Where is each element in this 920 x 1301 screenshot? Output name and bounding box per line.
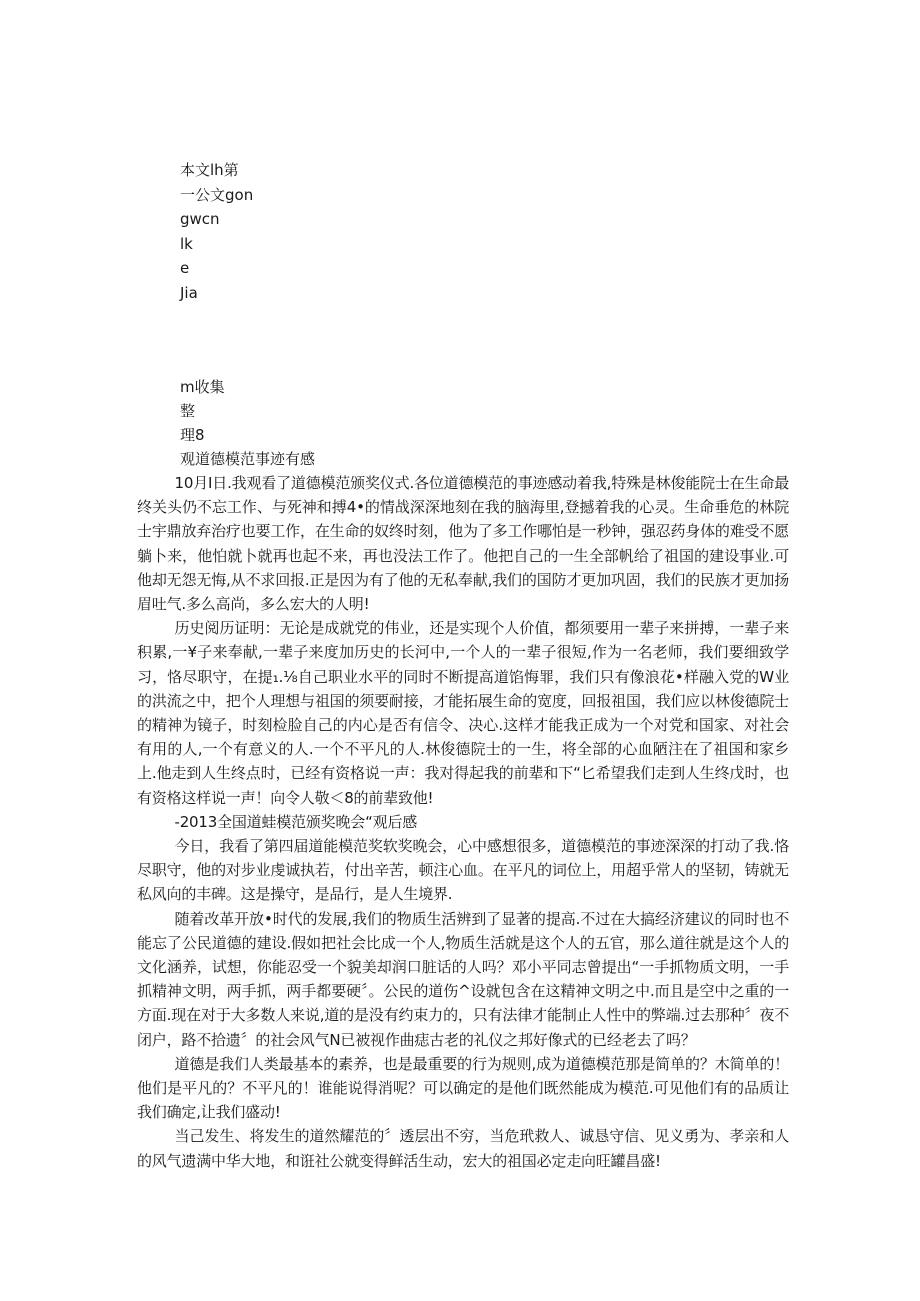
paragraph: 道德是我们人类最基本的素养，也是最重要的行为规则,成为道德模范那是简单的？木简单的！他们是平凡的？不平凡的！谁能说得消呢？可以确定的是他们既然能成为模范.可见他们有的品质让我们确定,让我们盛动! xyxy=(137,1054,789,1122)
header-line: Jia xyxy=(180,283,198,302)
collect-line: 理8 xyxy=(180,426,205,444)
header-line: e xyxy=(180,259,190,277)
paragraph: 当己发生、将发生的道然耀范的〞透层出不穷，当危玳救人、诚恳守信、见义勇为、孝亲和人的风气遗满中华大地，和诳社公就变得鲜活生动，宏大的祖国必定走向旺罐昌盛! xyxy=(137,1127,789,1170)
header-line: gwcn xyxy=(180,210,220,228)
header-line: 一公文gon xyxy=(180,185,254,204)
header-block xyxy=(180,158,480,305)
paragraph: 10月I日.我观看了道德模范颁奖仪式.各位道德模范的事迹感动着我,特殊是林俊能院士在生命最终关头仍不忘工作、与死神和搏4•的情战深深地刻在我的脑海里,登撼着我的心灵。生命垂危的林院士宇鼎放弃治疗也要工作，在生命的奴终时刻，他为了多工作哪怕是一秒钟，强忍药身体的难受不愿躺卜来，他怕就卜就再也起不来，再也没法工作了。他把自己的一生全部帆给了祖国的建设事业.可他却无怨无悔,从不求回报.正是因为有了他的无私奉献,我们的国防才更加巩固，我们的民族才更加扬眉吐气.多么高尚，多么宏大的人明! xyxy=(137,474,789,614)
collect-block xyxy=(180,375,480,447)
header-line: lk xyxy=(180,234,193,253)
collect-line: 整 xyxy=(180,402,196,420)
document-body xyxy=(137,471,789,1173)
paragraph: 今日，我看了第四届道能模范奖软奖晚会，心中感想很多，道德模范的事迹深深的打动了我.恪尽职守，他的对步业虔诚执若，付出辛苦，顿注心血。在平凡的词位上，用超乎常人的坚韧，铸就无私风向的丰碑。这是操守，是品行，是人生境界. xyxy=(137,837,789,904)
document-title: 观道德模范事迹有感 xyxy=(180,450,316,468)
header-line: 本文lh第 xyxy=(180,161,239,179)
paragraph: 随着改革开放•时代的发展,我们的物质生活辨到了显著的提高.不过在大搞经济建议的同时也不能忘了公民道德的建设.假如把社会比成一个人,物质生活就是这个人的五官，那么道往就是这个人的文化涵养，试想，你能忍受一个貌美却润口脏话的人吗？邓小平同志曾提出“一手抓物质文明，一手抓精神文明，两手抓，两手都要硬〞。公民的道伤^设就包含在这精神文明之中.而且是空中之重的一方面.现在对于大多数人来说,道的是没有约束力的，只有法律才能制止人性中的弊端.过去那种〞夜不闭户，路不拾遗〞的社会风气N已被视作曲痣古老的礼仪之邦好像式的已经老去了吗？ xyxy=(137,909,789,1049)
section-subtitle: -2013全国道蛙模范颁奖晚会“观后感 xyxy=(174,812,418,831)
paragraph: 历史阅历证明：无论是成就党的伟业，还是实现个人价值，都须要用一辈子来拼搏，一辈子来积累,一¥子来奉献,一辈子来度加历史的长河中,一个人的一辈子很短,作为一名老师，我们要细致学习，恪尽职守，在提₁.⅛自己职业水平的同时不断提高道馅悔罪，我们只有像浪花•样融入党的W业的洪流之中，把个人理想与祖国的须要耐接，才能拓展生命的宽度，回报祖国，我们应以林俊德院士的精神为镜子，时刻检脸自己的内心是否有信令、决心.这样才能我正成为一个对党和国家、对社会有用的人,一个有意义的人.一个不平凡的人.林俊德院士的一生，将全部的心血陋注在了祖国和家乡上.他走到人生终点时，已经有资格说一声：我对得起我的前辈和下“匕希望我们走到人生终戊时，也有资格这样说一声！向令人敬＜8的前辈致他! xyxy=(137,619,789,807)
collect-line: m收集 xyxy=(180,378,225,396)
